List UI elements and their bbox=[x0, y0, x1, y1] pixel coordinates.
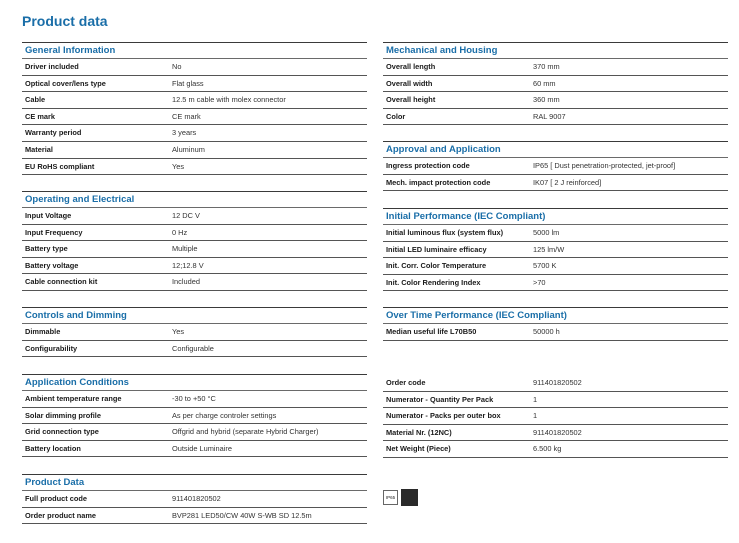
row-label: Initial luminous flux (system flux) bbox=[386, 228, 504, 237]
section-heading: Initial Performance (IEC Compliant) bbox=[383, 208, 728, 225]
row-label: Solar dimming profile bbox=[25, 410, 101, 420]
row-label: Init. Color Rendering Index bbox=[386, 277, 481, 287]
row-label: Numerator - Packs per outer box bbox=[386, 411, 501, 421]
row-value: 911401820502 bbox=[533, 427, 582, 437]
table-row bbox=[22, 92, 367, 109]
row-value: 12 DC V bbox=[172, 211, 200, 220]
row-label: Cable bbox=[25, 95, 46, 105]
row-label: CE mark bbox=[25, 111, 55, 121]
row-label: Driver included bbox=[25, 62, 79, 71]
table-row bbox=[383, 92, 728, 109]
section-controls-dimming bbox=[22, 307, 367, 357]
row-label: Material Nr. (12NC) bbox=[386, 427, 452, 437]
row-value: Yes bbox=[172, 161, 185, 171]
table-row bbox=[383, 441, 728, 458]
row-value: Offgrid and hybrid (separate Hybrid Charger) bbox=[172, 427, 319, 437]
section-heading: Mechanical and Housing bbox=[383, 42, 728, 59]
row-value: Configurable bbox=[172, 343, 214, 353]
table-row bbox=[383, 109, 728, 126]
row-value: -30 to +50 °C bbox=[172, 394, 216, 403]
row-label: Ambient temperature range bbox=[25, 394, 122, 403]
section-mechanical-housing bbox=[383, 42, 728, 125]
table-row bbox=[22, 225, 367, 242]
table-row bbox=[22, 142, 367, 159]
row-value: 370 mm bbox=[533, 62, 560, 71]
table-row bbox=[22, 408, 367, 425]
row-value: 3 years bbox=[172, 128, 197, 138]
table-row bbox=[22, 125, 367, 142]
row-value: 5000 lm bbox=[533, 228, 560, 237]
row-label: Input Voltage bbox=[25, 211, 72, 220]
table-row bbox=[383, 59, 728, 76]
row-value: IP65 [ Dust penetration-protected, jet-proof] bbox=[533, 161, 676, 170]
row-label: Median useful life L70B50 bbox=[386, 327, 477, 336]
table-row bbox=[383, 275, 728, 292]
row-label: Battery type bbox=[25, 244, 68, 254]
table-row bbox=[383, 408, 728, 425]
row-label: Numerator - Quantity Per Pack bbox=[386, 394, 494, 404]
row-label: Material bbox=[25, 144, 53, 154]
row-value: 911401820502 bbox=[172, 494, 221, 503]
row-value: 12.5 m cable with molex connector bbox=[172, 95, 286, 105]
row-value: CE mark bbox=[172, 111, 201, 121]
table-row bbox=[383, 175, 728, 192]
section-heading: Product Data bbox=[22, 474, 367, 491]
table-row bbox=[22, 424, 367, 441]
row-label: Battery location bbox=[25, 443, 81, 453]
row-value: 360 mm bbox=[533, 95, 560, 105]
row-label: Mech. impact protection code bbox=[386, 177, 491, 187]
row-label: EU RoHS compliant bbox=[25, 161, 95, 171]
table-row bbox=[22, 324, 367, 341]
table-row bbox=[383, 76, 728, 93]
row-label: Grid connection type bbox=[25, 427, 99, 437]
certification-icons bbox=[383, 490, 418, 506]
row-label: Order code bbox=[386, 378, 426, 387]
table-row bbox=[383, 392, 728, 409]
row-label: Full product code bbox=[25, 494, 87, 503]
table-row bbox=[383, 324, 728, 341]
row-value: 125 lm/W bbox=[533, 244, 565, 254]
row-value: Included bbox=[172, 277, 200, 287]
row-label: Initial LED luminaire efficacy bbox=[386, 244, 487, 254]
section-heading: Controls and Dimming bbox=[22, 307, 367, 324]
section-operating-electrical bbox=[22, 191, 367, 291]
table-row bbox=[383, 258, 728, 275]
row-value: 1 bbox=[533, 394, 538, 404]
row-label: Color bbox=[386, 111, 406, 121]
row-value: 6.500 kg bbox=[533, 444, 562, 454]
row-label: Optical cover/lens type bbox=[25, 78, 106, 88]
row-value: Flat glass bbox=[172, 78, 204, 88]
section-application-conditions bbox=[22, 374, 367, 457]
row-value: 50000 h bbox=[533, 327, 560, 336]
section-heading: Application Conditions bbox=[22, 374, 367, 391]
row-label: Battery voltage bbox=[25, 260, 79, 270]
row-value: IK07 [ 2 J reinforced] bbox=[533, 177, 602, 187]
table-row bbox=[22, 491, 367, 508]
table-row bbox=[22, 274, 367, 291]
row-value: 1 bbox=[533, 411, 538, 421]
row-label: Init. Corr. Color Temperature bbox=[386, 261, 487, 271]
row-value: Multiple bbox=[172, 244, 198, 254]
table-row bbox=[383, 158, 728, 175]
row-label: Input Frequency bbox=[25, 227, 83, 237]
table-row bbox=[383, 242, 728, 259]
table-row bbox=[22, 76, 367, 93]
section-initial-performance bbox=[383, 208, 728, 291]
table-row bbox=[22, 109, 367, 126]
certification-mark-icon bbox=[401, 489, 418, 506]
section-over-time-performance bbox=[383, 307, 728, 341]
row-value: 0 Hz bbox=[172, 227, 188, 237]
table-row bbox=[383, 225, 728, 242]
row-value: Yes bbox=[172, 327, 185, 336]
ip65-rating-icon: IP65 bbox=[383, 490, 398, 505]
row-label: Dimmable bbox=[25, 327, 61, 336]
row-label: Cable connection kit bbox=[25, 277, 98, 287]
row-label: Configurability bbox=[25, 343, 78, 353]
row-label: Overall length bbox=[386, 62, 436, 71]
section-general-information bbox=[22, 42, 367, 175]
table-row bbox=[22, 208, 367, 225]
table-row bbox=[22, 159, 367, 176]
row-value: 5700 K bbox=[533, 261, 557, 271]
row-value: RAL 9007 bbox=[533, 111, 566, 121]
section-heading: Operating and Electrical bbox=[22, 191, 367, 208]
page-title: Product data bbox=[22, 13, 108, 29]
table-row bbox=[22, 391, 367, 408]
row-value: 911401820502 bbox=[533, 378, 582, 387]
table-row bbox=[22, 241, 367, 258]
row-value: BVP281 LED50/CW 40W S-WB SD 12.5m bbox=[172, 510, 312, 520]
section-product-data bbox=[22, 474, 367, 524]
row-label: Ingress protection code bbox=[386, 161, 470, 170]
table-row bbox=[383, 425, 728, 442]
table-row bbox=[22, 441, 367, 458]
row-value: Aluminum bbox=[172, 144, 205, 154]
table-row bbox=[22, 341, 367, 358]
section-order-info bbox=[383, 375, 728, 458]
section-approval-application bbox=[383, 141, 728, 191]
row-label: Overall width bbox=[386, 78, 433, 88]
row-value: No bbox=[172, 62, 182, 71]
row-value: Outside Luminaire bbox=[172, 443, 232, 453]
section-heading: General Information bbox=[22, 42, 367, 59]
row-value: >70 bbox=[533, 277, 546, 287]
table-row bbox=[22, 258, 367, 275]
section-heading: Approval and Application bbox=[383, 141, 728, 158]
row-value: 12;12.8 V bbox=[172, 260, 204, 270]
table-row bbox=[22, 508, 367, 525]
row-label: Warranty period bbox=[25, 128, 82, 138]
row-label: Overall height bbox=[386, 95, 436, 105]
row-value: As per charge controler settings bbox=[172, 410, 277, 420]
row-value: 60 mm bbox=[533, 78, 556, 88]
table-row bbox=[22, 59, 367, 76]
row-label: Order product name bbox=[25, 510, 97, 520]
row-label: Net Weight (Piece) bbox=[386, 444, 451, 454]
section-heading: Over Time Performance (IEC Compliant) bbox=[383, 307, 728, 324]
table-row bbox=[383, 375, 728, 392]
